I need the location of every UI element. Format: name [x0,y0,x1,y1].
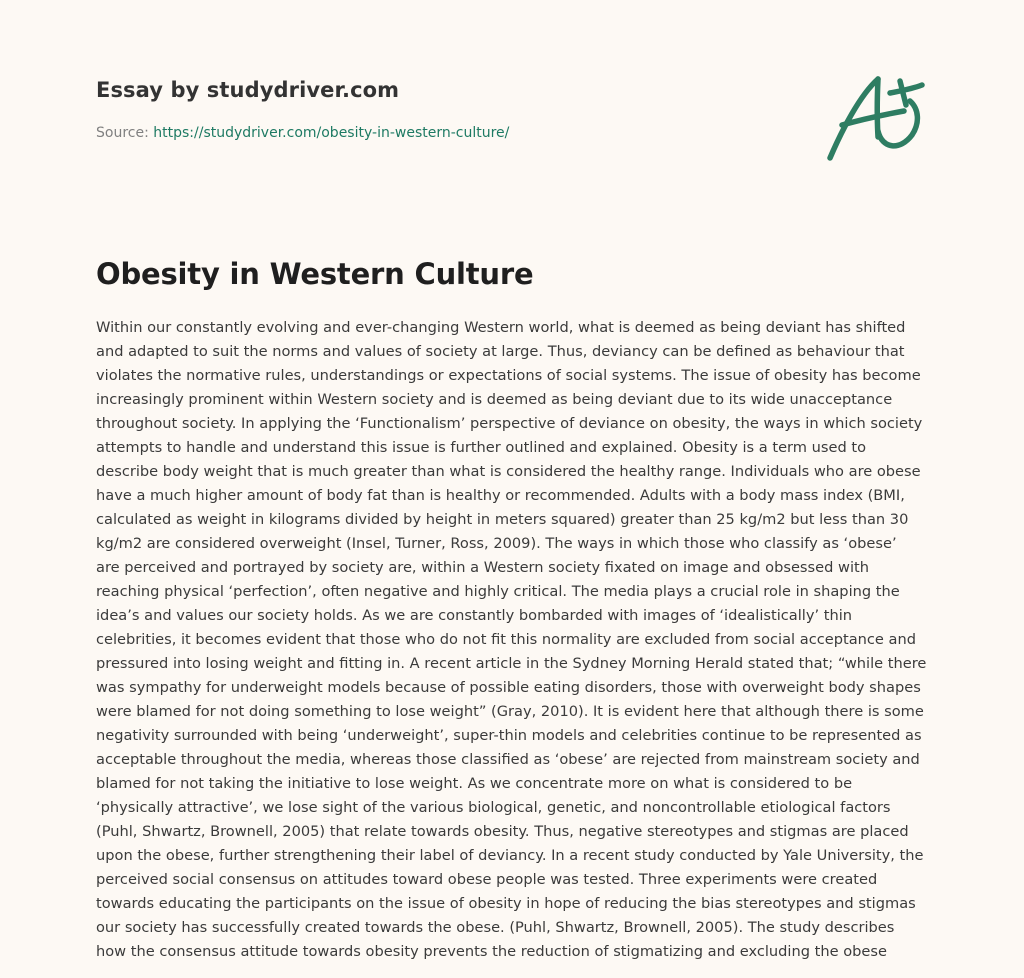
body-line: describe body weight that is much greater than what is considered the healthy range. Individuals who are obese [96,463,921,480]
body-line: our society has successfully created towards the obese. (Puhl, Shwartz, Brownell, 2005). The study describes [96,919,895,936]
body-line: violates the normative rules, understandings or expectations of social systems. The issue of obesity has become [96,367,921,384]
body-line: increasingly prominent within Western society and is deemed as being deviant due to its wide unacceptance [96,391,893,408]
body-line: negativity surrounded with being ‘underweight’, super-thin models and celebrities continue to be represented as [96,727,922,744]
a-plus-grade-icon [820,65,930,165]
body-line: were blamed for not doing something to lose weight” (Gray, 2010). It is evident here that although there is some [96,703,924,720]
body-line: idea’s and values our society holds. As we are constantly bombarded with images of ‘idealistically’ thin [96,607,853,624]
source-line [96,123,796,143]
body-line: are perceived and portrayed by society are, within a Western society fixated on image and obsessed with [96,559,869,576]
body-line: throughout society. In applying the ‘Functionalism’ perspective of deviance on obesity, the ways in which society [96,415,923,432]
body-line: acceptable throughout the media, whereas those classified as ‘obese’ are rejected from mainstream society and [96,751,920,768]
body-line: attempts to handle and understand this issue is further outlined and explained. Obesity is a term used to [96,439,867,456]
body-line: upon the obese, further strengthening their label of deviancy. In a recent study conducted by Yale University, the [96,847,924,864]
body-line: ‘physically attractive’, we lose sight of the various biological, genetic, and noncontrollable etiological factors [96,799,891,816]
body-line: Within our constantly evolving and ever-changing Western world, what is deemed as being deviant has shifted [96,319,906,336]
body-line: celebrities, it becomes evident that those who do not fit this normality are excluded from social acceptance and [96,631,916,648]
body-line: have a much higher amount of body fat than is healthy or recommended. Adults with a body mass index (BMI, [96,487,905,504]
body-line: calculated as weight in kilograms divided by height in meters squared) greater than 25 kg/m2 but less than 30 [96,511,909,528]
essay-header [96,76,796,143]
body-line: perceived social consensus on attitudes toward obese people was tested. Three experiments were created [96,871,878,888]
source-label: Source: [96,125,154,141]
body-line: (Puhl, Shwartz, Brownell, 2005) that relate towards obesity. Thus, negative stereotypes and stigmas are placed [96,823,909,840]
site-title: Essay by studydriver.com [96,78,400,102]
body-line: blamed for not taking the initiative to lose weight. As we concentrate more on what is considered to be [96,775,853,792]
body-line: was sympathy for underweight models because of possible eating disorders, those with overweight body shapes [96,679,921,696]
body-line: towards educating the participants on the issue of obesity in hope of reducing the bias stereotypes and stigmas [96,895,916,912]
body-line: how the consensus attitude towards obesity prevents the reduction of stigmatizing and excluding the obese [96,943,887,960]
body-line: kg/m2 are considered overweight (Insel, Turner, Ross, 2009). The ways in which those who classify as ‘obese’ [96,535,897,552]
body-line: reaching physical ‘perfection’, often negative and highly critical. The media plays a crucial role in shaping the [96,583,900,600]
body-line: pressured into losing weight and fitting in. A recent article in the Sydney Morning Herald stated that; “while there [96,655,927,672]
body-line: and adapted to suit the norms and values of society at large. Thus, deviancy can be defined as behaviour that [96,343,905,360]
essay-body [96,316,936,964]
document-title: Obesity in Western Culture [96,257,534,291]
source-link[interactable]: https://studydriver.com/obesity-in-western-culture/ [153,125,510,141]
